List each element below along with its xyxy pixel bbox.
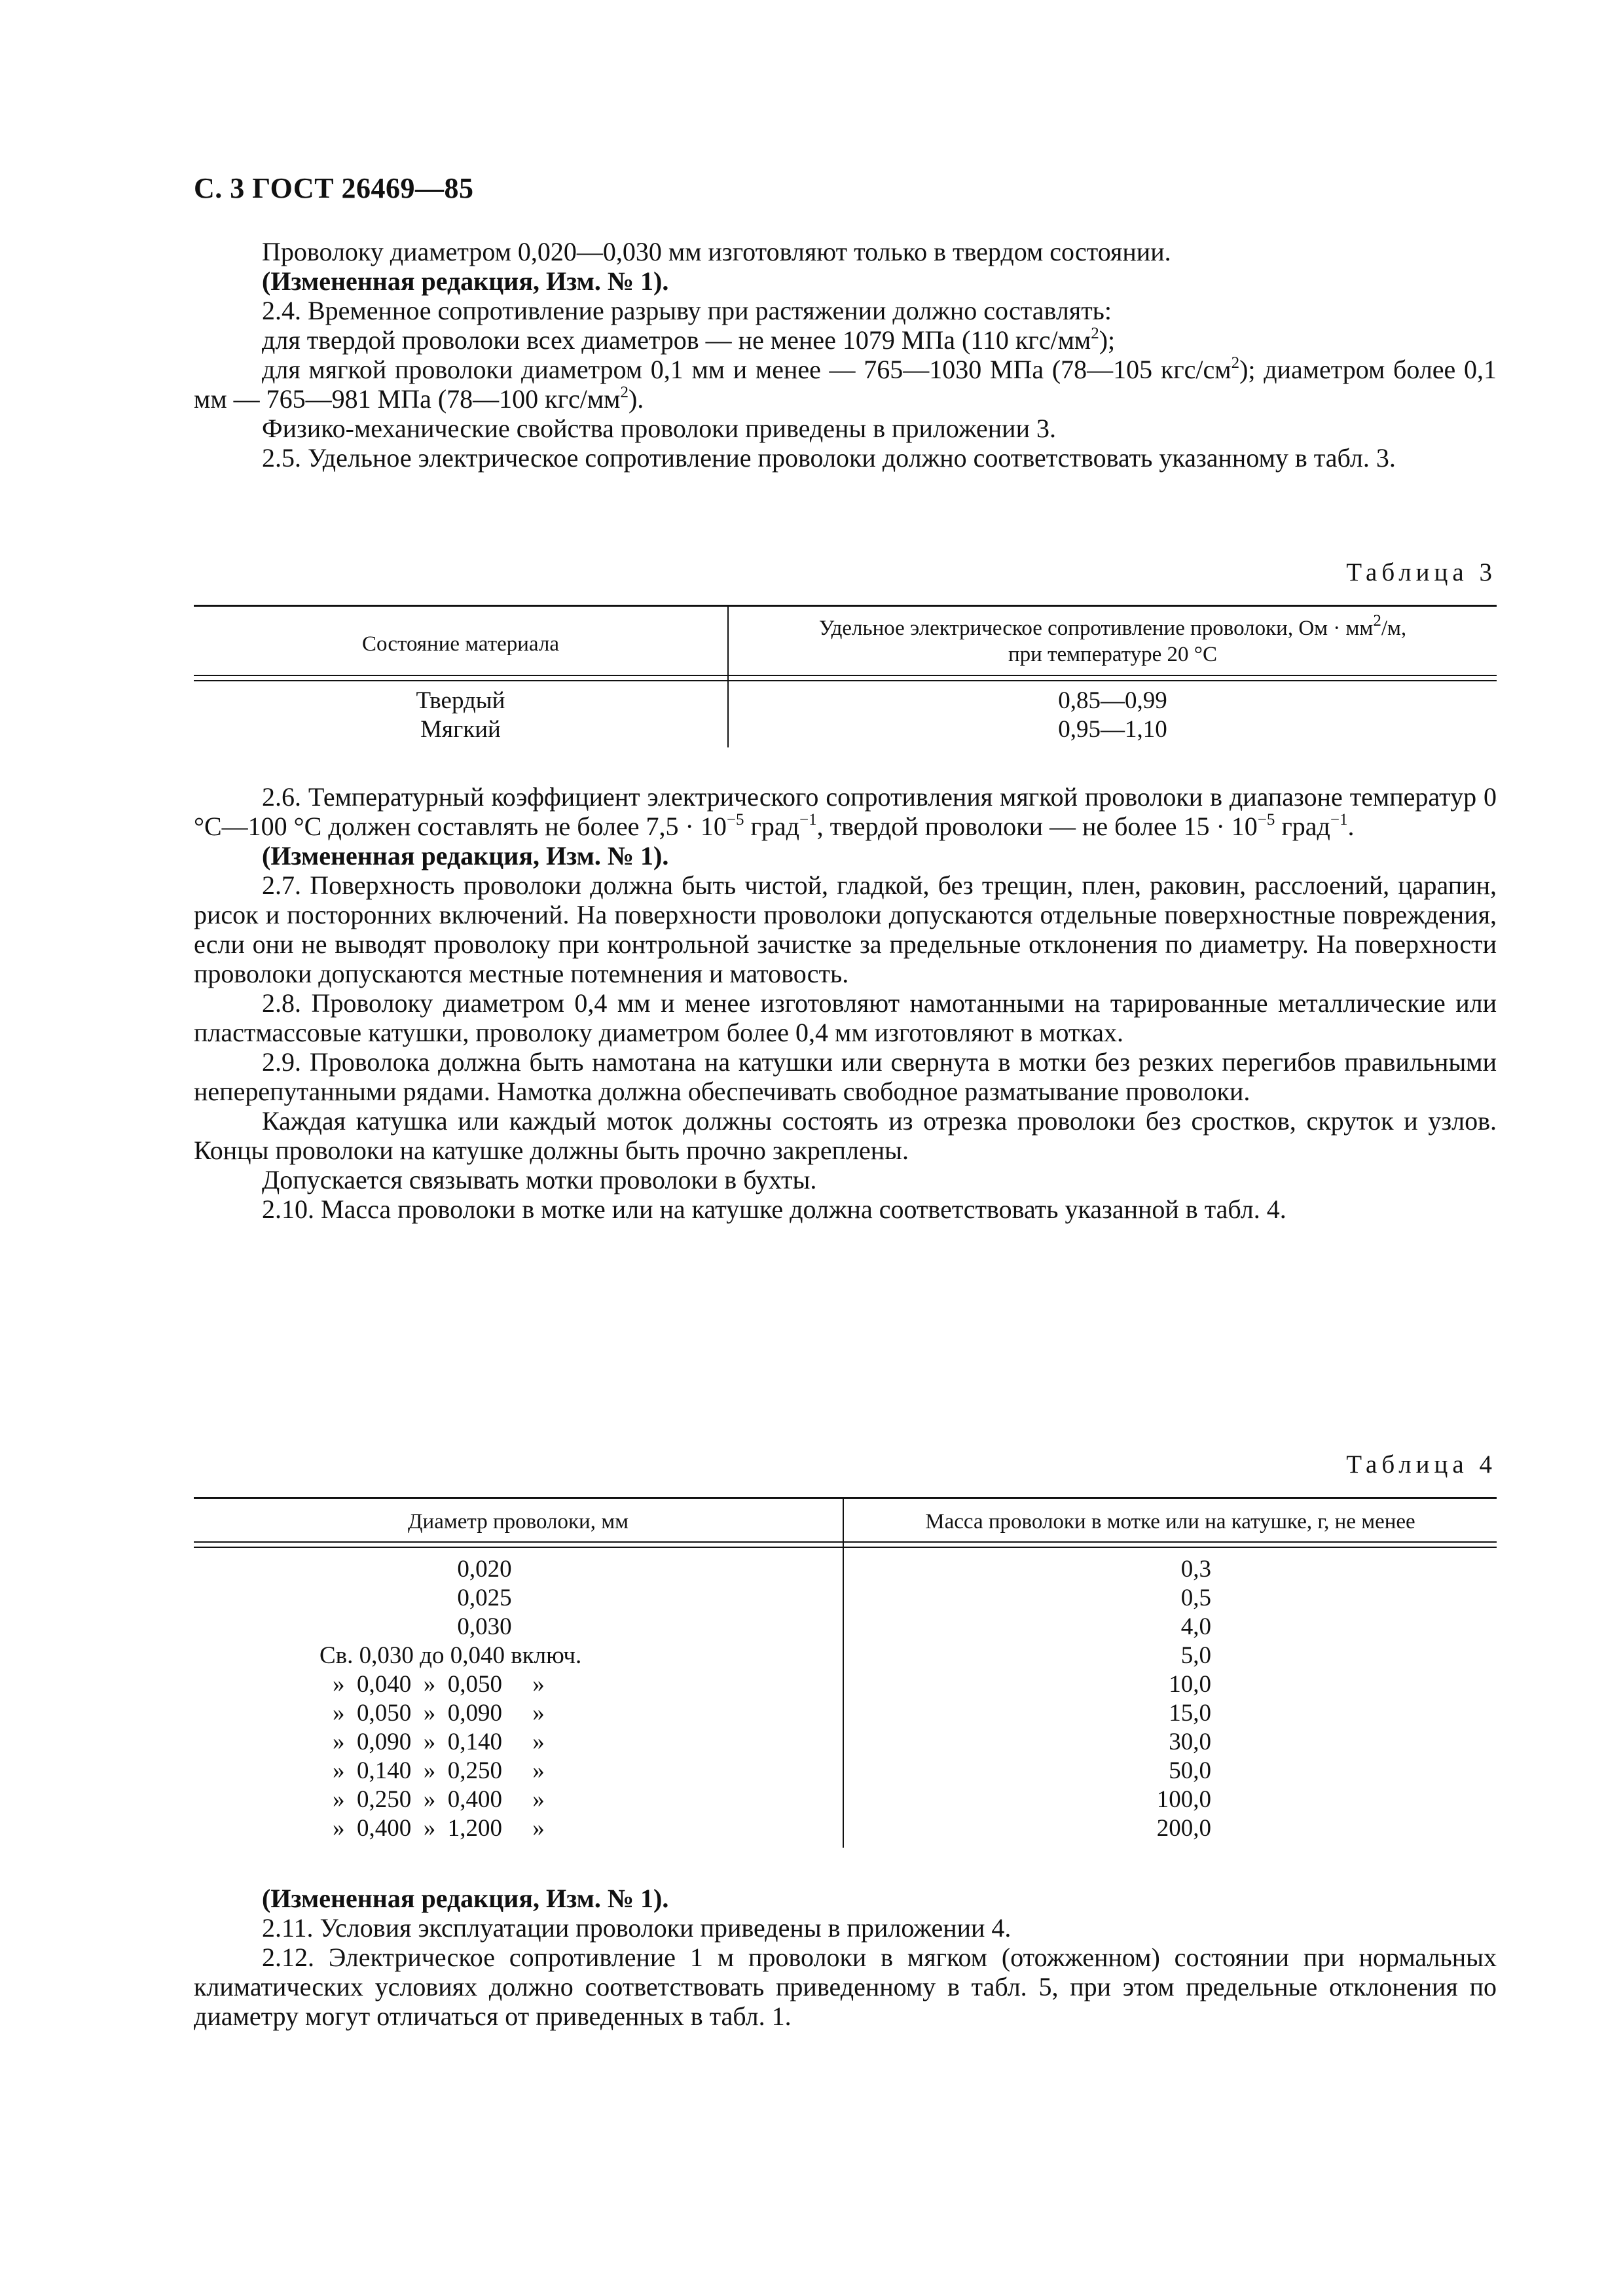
clause-2-11: 2.11. Условия эксплуатации проволоки приведены в приложении 4. <box>262 1913 1012 1943</box>
table-cell-mass: 5,0 <box>1180 1642 1211 1669</box>
table-cell-mass: 30,0 <box>1169 1729 1211 1755</box>
text-block-2 <box>194 782 1497 1224</box>
table-3-header-state: Состояние материала <box>362 632 559 656</box>
table-cell-mass: 0,5 <box>1180 1585 1211 1611</box>
table-cell-diameter: 0,020 <box>457 1556 512 1583</box>
paragraph: Допускается связывать мотки проволоки в бухты. <box>262 1165 817 1194</box>
table-cell-diameter: 0,030 <box>457 1613 512 1640</box>
table-cell-diameter: » 0,050 » 0,090 » <box>333 1700 545 1727</box>
table-cell-mass: 4,0 <box>1180 1613 1211 1640</box>
table-cell: 0,85—0,99 <box>1058 687 1167 714</box>
text-block-1 <box>194 237 1497 473</box>
paragraph: для мягкой проволоки диаметром 0,1 мм и менее — 765—1030 МПа (78—105 кгс/$см^2$); диаметром более 0,1 мм — 765—981 МПа (78—100 кгс/$мм^2$). <box>194 353 1497 414</box>
table-cell: Твердый <box>416 687 505 714</box>
amendment-note: (Измененная редакция, Изм. № 1). <box>262 1884 669 1913</box>
table-cell-diameter: » 0,250 » 0,400 » <box>333 1786 545 1813</box>
table-cell: Мягкий <box>420 716 501 743</box>
paragraph: Проволоку диаметром 0,020—0,030 мм изготовляют только в твердом состоянии. <box>262 237 1171 266</box>
page-header: С. 3 ГОСТ 26469—85 <box>194 172 474 204</box>
table-cell-mass: 50,0 <box>1169 1757 1211 1784</box>
table-cell-diameter: 0,025 <box>457 1585 512 1611</box>
table-cell: 0,95—1,10 <box>1058 716 1167 743</box>
table-cell-diameter: » 0,090 » 0,140 » <box>333 1729 545 1755</box>
table-cell-mass: 10,0 <box>1169 1671 1211 1698</box>
table-cell-diameter: Св. 0,030 до 0,040 включ. <box>319 1642 582 1669</box>
table-cell-mass: 0,3 <box>1180 1556 1211 1583</box>
table-cell-mass: 15,0 <box>1169 1700 1211 1727</box>
amendment-note: (Измененная редакция, Изм. № 1). <box>262 841 669 870</box>
table-3-header-resistivity: Удельное электрическое сопротивление проволоки, Ом · $мм^2/м$, при температуре 20 °С <box>818 612 1407 666</box>
paragraph: для твердой проволоки всех диаметров — не менее 1079 МПа (110 кгс/$мм^2$); <box>262 324 1116 355</box>
clause-2-7: 2.7. Поверхность проволоки должна быть чистой, гладкой, без трещин, плен, раковин, расслоений, царапин, рисок и посторонних включений. На поверхности проволоки допускаются отдельные поверхностные повреждения, если они не выводят проволоку при контрольной зачистке за предельные отклонения по диаметру. На поверхности проволоки допускаются местные потемнения и матовость. <box>194 870 1497 988</box>
clause-2-6: 2.6. Температурный коэффициент электрического сопротивления мягкой проволоки в диапазоне температур 0 °С—100 °С должен составлять не более $7,5 \cdot 10^{-5}$ град$^{-1}$, твердой проволоки — не более $15 \cdot 10^{-5}$ град$^{-1}$. <box>194 782 1497 841</box>
clause-2-9: 2.9. Проволока должна быть намотана на катушки или свернута в мотки без резких перегибов правильными неперепутанными рядами. Намотка должна обеспечивать свободное разматывание проволоки. <box>194 1047 1497 1106</box>
amendment-note: (Измененная редакция, Изм. № 1). <box>262 266 669 296</box>
table-cell-mass: 200,0 <box>1156 1815 1211 1842</box>
clause-2-8: 2.8. Проволоку диаметром 0,4 мм и менее изготовляют намотанными на тарированные металлические или пластмассовые катушки, проволоку диаметром более 0,4 мм изготовляют в мотках. <box>194 988 1497 1047</box>
table-3-caption: Таблица 3 <box>1346 558 1497 586</box>
table-4-header-mass: Масса проволоки в мотке или на катушке, г, не менее <box>925 1510 1415 1534</box>
table-cell-diameter: » 0,140 » 0,250 » <box>333 1757 545 1784</box>
clause-2-12: 2.12. Электрическое сопротивление 1 м проволоки в мягком (отожженном) состоянии при нормальных климатических условиях должно соответствовать приведенному в табл. 5, при этом предельные отклонения по диаметру могут отличаться от приведенных в табл. 1. <box>194 1943 1497 2031</box>
clause-2-4: 2.4. Временное сопротивление разрыву при растяжении должно составлять: <box>262 296 1112 325</box>
table-4-header-diameter: Диаметр проволоки, мм <box>408 1510 629 1534</box>
table-cell-mass: 100,0 <box>1156 1786 1211 1813</box>
table-cell-diameter: » 0,400 » 1,200 » <box>333 1815 545 1842</box>
clause-2-5: 2.5. Удельное электрическое сопротивление проволоки должно соответствовать указанному в табл. 3. <box>262 443 1396 473</box>
paragraph: Каждая катушка или каждый моток должны состоять из отрезка проволоки без сростков, скруток и узлов. Концы проволоки на катушке должны быть прочно закреплены. <box>194 1106 1497 1165</box>
table-4-caption: Таблица 4 <box>1346 1450 1497 1479</box>
table-cell-diameter: » 0,040 » 0,050 » <box>333 1671 545 1698</box>
clause-2-10: 2.10. Масса проволоки в мотке или на катушке должна соответствовать указанной в табл. 4. <box>262 1194 1286 1224</box>
paragraph: Физико-механические свойства проволоки приведены в приложении 3. <box>262 414 1056 443</box>
text-block-3 <box>194 1884 1497 2031</box>
